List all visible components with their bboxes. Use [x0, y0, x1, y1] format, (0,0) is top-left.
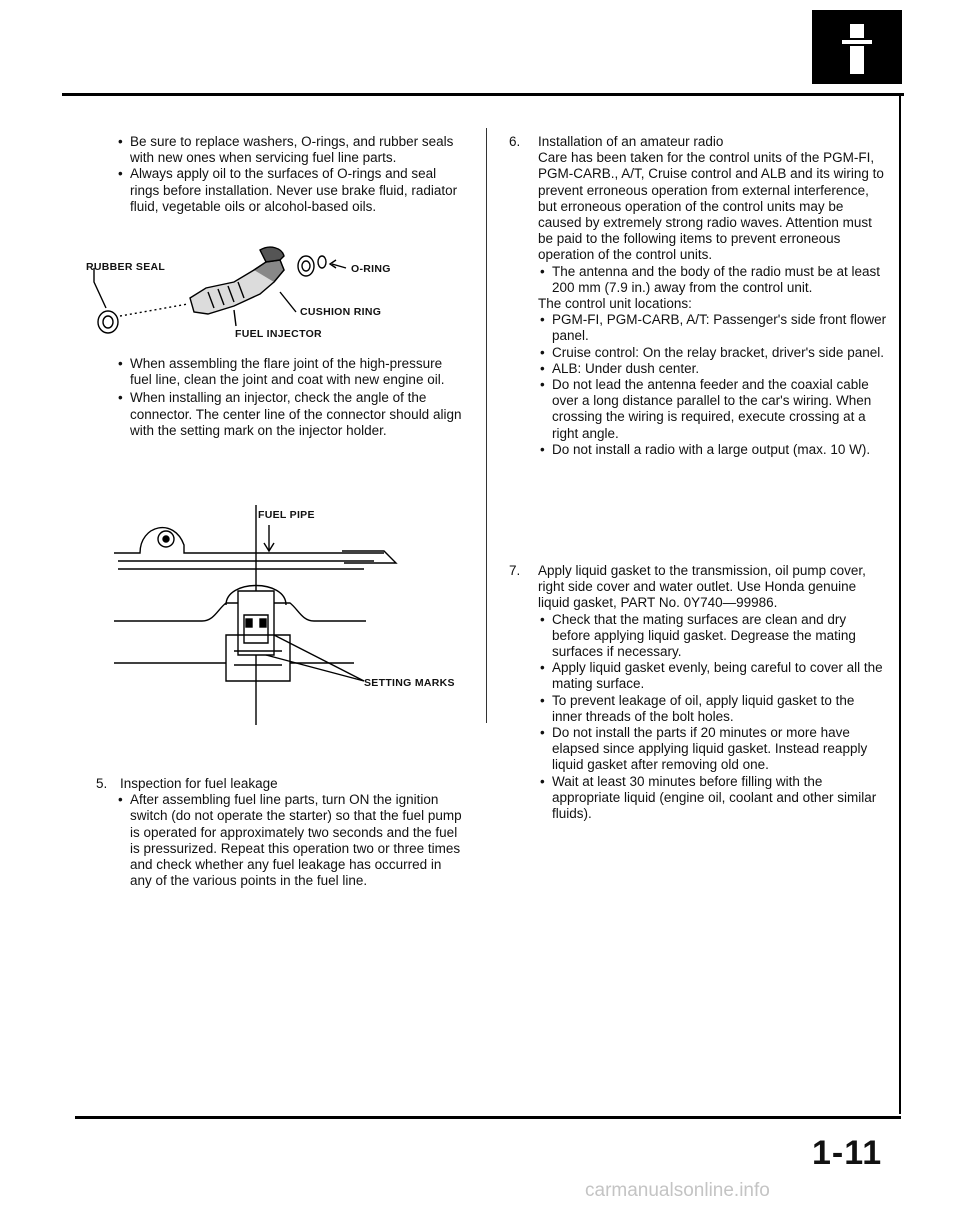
intro-bullet: • Be sure to replace washers, O-rings, and rubber seals with new ones when servicing fuel line parts.	[116, 134, 464, 166]
item-6-paragraph: Care has been taken for the control units of the PGM-FI, PGM-CARB., A/T, Cruise control and ALB and its wiring to prevent erroneous operation from external interference, but erroneous operation of the control units may be caused by extremely strong radio waves. Attention must be paid to the following items to prevent erroneous operation of the control units.	[538, 150, 884, 263]
item-7-bullet: • Do not install the parts if 20 minutes or more have elapsed since applying liquid gasket. Instead reapply liquid gasket after removing old one.	[538, 725, 887, 774]
item-7-bullet: • Apply liquid gasket evenly, being careful to cover all the mating surface.	[538, 660, 887, 692]
item-6-number: 6.	[509, 134, 521, 149]
item-7-bullet: • To prevent leakage of oil, apply liquid gasket to the inner threads of the bolt holes.	[538, 693, 887, 725]
column-divider	[486, 128, 487, 723]
watermark: carmanualsonline.info	[585, 1180, 770, 1201]
item-7	[509, 563, 887, 822]
item-6	[509, 134, 887, 458]
item-5-title: Inspection for fuel leakage	[120, 776, 278, 791]
label-setting-marks: SETTING MARKS	[364, 677, 455, 689]
label-fuel-pipe: FUEL PIPE	[258, 509, 315, 521]
item-7-bullet: • Wait at least 30 minutes before filling with the appropriate liquid (engine oil, coolant and other similar fluids).	[538, 774, 887, 823]
item-5-bullet: • After assembling fuel line parts, turn ON the ignition switch (do not operate the starter) so that the fuel pump is operated for approximately two seconds and the fuel is pressurized. Repeat this operation two or three times and check whether any fuel leakage has occurred in any of the various points in the fuel line.	[116, 792, 466, 889]
mid-bullet: • When installing an injector, check the angle of the connector. The center line of the connector should align with the setting mark on the injector holder.	[116, 390, 464, 439]
mid-bullet-list	[116, 356, 464, 439]
intro-bullet: • Always apply oil to the surfaces of O-rings and seal rings before installation. Never use brake fluid, radiator fluid, vegetable oils or alcohol-based oils.	[116, 166, 464, 215]
item-6-bullet: • PGM-FI, PGM-CARB, A/T: Passenger's side front flower panel.	[538, 312, 887, 344]
intro-bullet-list	[116, 134, 464, 215]
page-number: 1-11	[812, 1134, 883, 1172]
item-7-paragraph: Apply liquid gasket to the transmission, oil pump cover, right side cover and water outlet. Use Honda genuine liquid gasket, PART No. 0Y740—99986.	[538, 563, 866, 611]
label-rubber-seal: RUBBER SEAL	[86, 261, 166, 273]
mid-bullet: • When assembling the flare joint of the high-pressure fuel line, clean the joint and coat with new engine oil.	[116, 356, 464, 388]
label-fuel-injector: FUEL INJECTOR	[235, 328, 322, 340]
label-o-ring: O-RING	[351, 263, 391, 275]
item-7-bullet: • Check that the mating surfaces are clean and dry before applying liquid gasket. Degrease the mating surfaces if necessary.	[538, 612, 887, 661]
item-5-bullet-list	[116, 792, 466, 889]
injector-figure	[84, 242, 384, 342]
item-7-bullet-list	[538, 612, 887, 823]
right-border	[899, 96, 901, 1114]
item-5	[96, 776, 466, 889]
label-cushion-ring: CUSHION RING	[300, 306, 382, 318]
item-7-number: 7.	[509, 563, 521, 578]
locations-title: The control unit locations:	[538, 296, 692, 312]
item-6-bullet-list-b	[538, 312, 887, 458]
item-6-bullet: • The antenna and the body of the radio must be at least 200 mm (7.9 in.) away from the control unit.	[538, 264, 887, 296]
item-6-bullet-list-a	[538, 264, 887, 296]
item-6-bullet: • Do not lead the antenna feeder and the coaxial cable over a long distance parallel to the car's wiring. When crossing the wiring is required, execute crossing at a right angle.	[538, 377, 887, 442]
item-6-bullet: • Do not install a radio with a large output (max. 10 W).	[538, 442, 887, 458]
section-info-icon	[812, 10, 902, 84]
top-rule	[62, 93, 904, 96]
item-6-bullet: • Cruise control: On the relay bracket, driver's side panel.	[538, 345, 887, 361]
item-5-number: 5.	[96, 776, 108, 791]
item-6-title: Installation of an amateur radio	[538, 134, 724, 149]
item-6-bullet: • ALB: Under dush center.	[538, 361, 887, 377]
bottom-rule	[75, 1116, 901, 1119]
setting-marks-figure	[114, 505, 484, 725]
